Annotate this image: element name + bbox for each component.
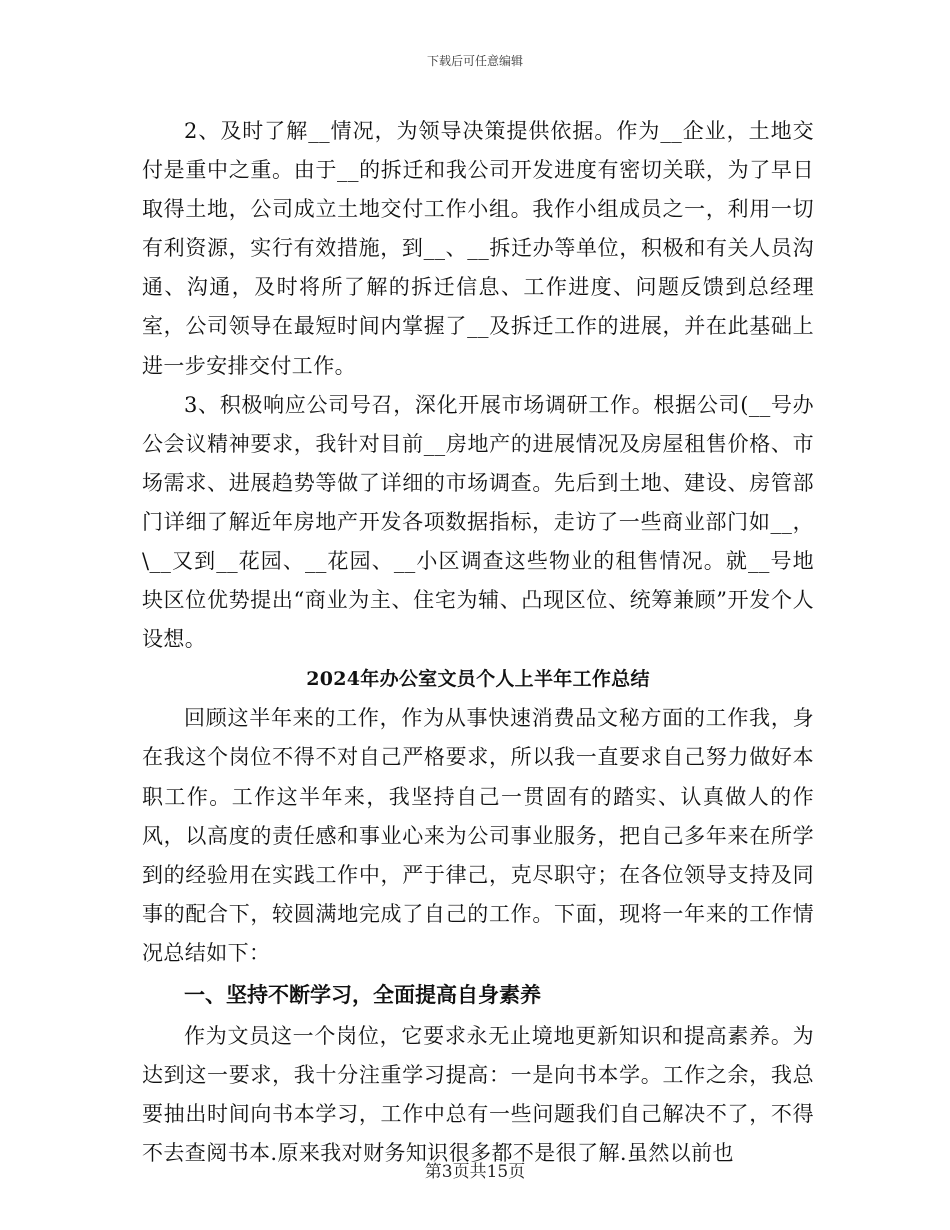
document-body — [142, 112, 814, 1173]
paragraph-item-2: 2、及时了解__情况，为领导决策提供依据。作为__企业，土地交付是重中之重。由于__的拆迁和我公司开发进度有密切关联，为了早日取得土地，公司成立土地交付工作小组。我作小组成员之一，利用一切有利资源，实行有效措施，到__、__拆迁办等单位，积极和有关人员沟通、沟通，及时将所了解的拆迁信息、工作进度、问题反馈到总经理室，公司领导在最短时间内掌握了__及拆迁工作的进展，并在此基础上进一步安排交付工作。 — [142, 119, 814, 378]
page-header: 下载后可任意编辑 — [426, 54, 523, 68]
study-paragraph: 作为文员这一个岗位，它要求永无止境地更新知识和提高素养。为达到这一要求，我十分注重学习提高：一是向书本学。工作之余，我总要抽出时间向书本学习，工作中总有一些问题我们自己解决不了，不得不去查阅书本.原来我对财务知识很多都不是很了解.虽然以前也 — [142, 1023, 814, 1166]
document-title: 2024年办公室文员个人上半年工作总结 — [306, 668, 650, 691]
paragraph-item-3: 3、积极响应公司号召，深化开展市场调研工作。根据公司(__号办公会议精神要求，我针对目前__房地产的进展情况及房屋租售价格、市场需求、进展趋势等做了详细的市场调查。先后到土地、建设、房管部门详细了解近年房地产开发各项数据指标，走访了一些商业部门如__，\__又到__花园、__花园、__小区调查这些物业的租售情况。就__号地块区位优势提出“商业为主、住宅为辅、凸现区位、统筹兼顾”开发个人设想。 — [142, 392, 814, 652]
page-number: 第3页共15页 — [424, 1162, 526, 1182]
intro-paragraph: 回顾这半年来的工作，作为从事快速消费品文秘方面的工作我，身在我这个岗位不得不对自己严格要求，所以我一直要求自己努力做好本职工作。工作这半年来，我坚持自己一贯固有的踏实、认真做人的作风，以高度的责任感和事业心来为公司事业服务，把自己多年来在所学到的经验用在实践工作中，严于律己，克尽职守；在各位领导支持及同事的配合下，较圆满地完成了自己的工作。下面，现将一年来的工作情况总结如下： — [142, 706, 814, 965]
section-heading-1: 一、坚持不断学习，全面提高自身素养 — [184, 982, 541, 1007]
